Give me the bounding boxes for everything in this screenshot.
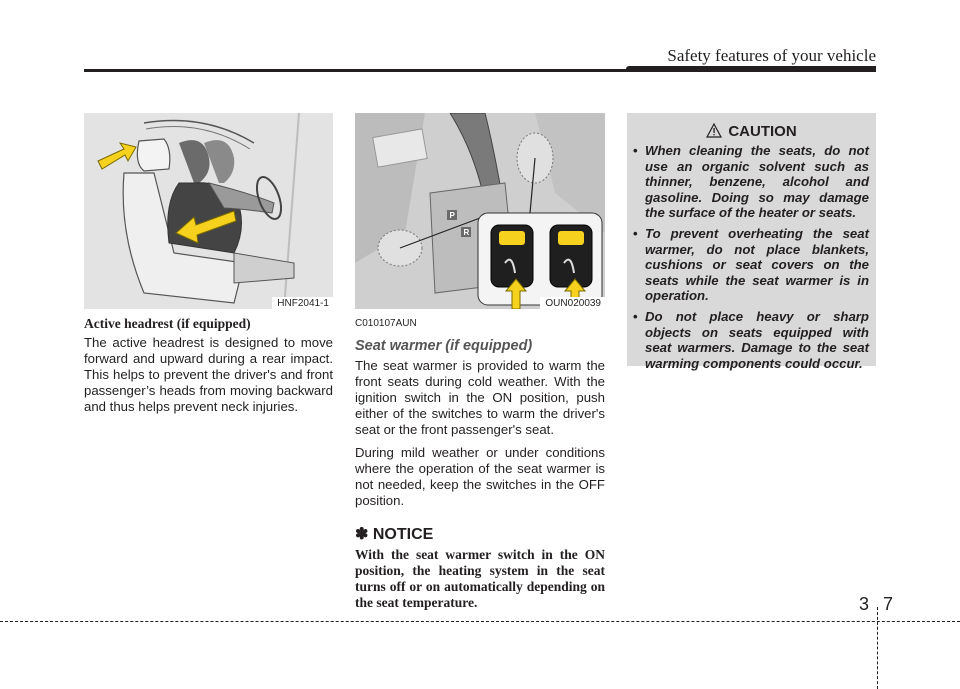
headrest-illustration (84, 113, 333, 309)
seat-warmer-heading: Seat warmer (if equipped) (355, 338, 533, 354)
caution-item: • Do not place heavy or sharp objects on seats equipped with seat warmers. Damage to the seat warming components could occur. (633, 309, 869, 371)
caution-heading-row (627, 123, 876, 142)
page-number: 7 (883, 594, 894, 614)
caution-list (633, 143, 869, 376)
caution-box (627, 113, 876, 371)
caution-item: • When cleaning the seats, do not use an organic solvent such as thinner, benzene, alcohol and gasoline. Doing so may damage the surface of the heater or seats. (633, 143, 869, 221)
figure-code-label: HNF2041-1 (272, 297, 333, 309)
page-header-title: Safety features of your vehicle (667, 46, 876, 65)
notice-body: With the seat warmer switch in the ON position, the heating system in the seat turns off or on automatically depending on the seat temperature. (355, 547, 605, 610)
notice-heading: ✽ NOTICE (355, 526, 434, 543)
warning-triangle-icon (706, 123, 722, 142)
header-tab (626, 66, 876, 72)
active-headrest-body: The active headrest is designed to move forward and upward during a rear impact. This helps to prevent the driver's and front passenger’s heads from moving backward and thus helps prevent neck injuries. (84, 335, 333, 414)
left-column (84, 316, 333, 422)
figure-code-label: OUN020039 (540, 297, 605, 309)
caution-heading: CAUTION (728, 123, 797, 140)
active-headrest-heading: Active headrest (if equipped) (84, 316, 251, 331)
seat-warmer-para-2: During mild weather or under conditions where the operation of the seat warmer is not needed, keep the switches in the OFF position. (355, 445, 605, 508)
middle-column (355, 316, 605, 611)
section-code: C010107AUN (355, 318, 417, 329)
caution-item: • To prevent overheating the seat warmer, do not place blankets, cushions or seat covers on the seats while the seat warmer is in operation. (633, 226, 869, 304)
gear-r-label: R (463, 228, 470, 237)
footer-rule (0, 621, 960, 622)
chapter-number: 3 (859, 594, 870, 614)
footer-divider (877, 607, 878, 689)
seat-warmer-illustration (355, 113, 605, 309)
gear-p-label: P (449, 211, 455, 220)
seat-warmer-para-1: The seat warmer is provided to warm the front seats during cold weather. With the ignition switch in the ON position, push either of the switches to warm the driver's seat or the front passenger's seat. (355, 358, 605, 437)
